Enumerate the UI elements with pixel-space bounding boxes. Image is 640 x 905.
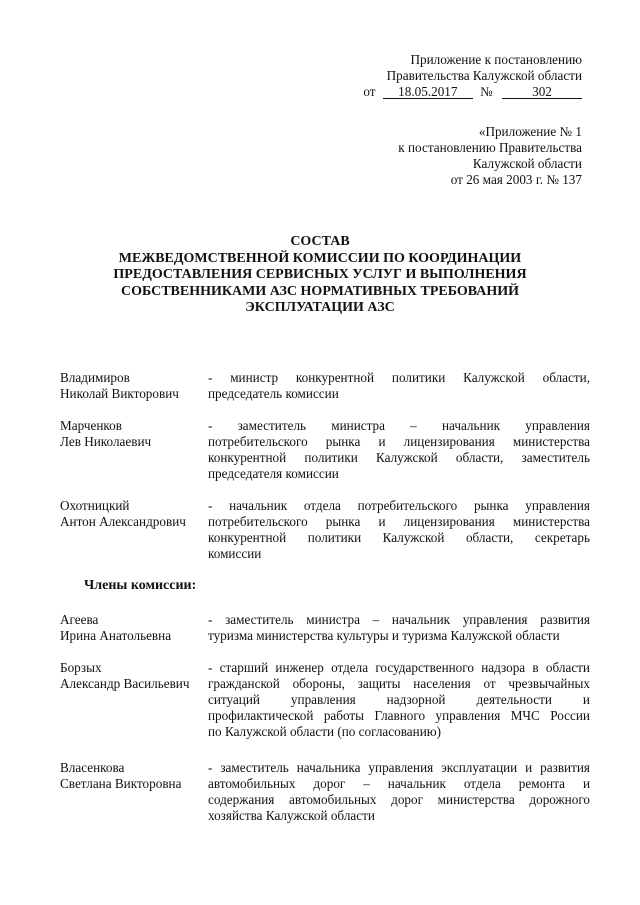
role-line: по Калужской области (по согласованию) <box>208 724 442 739</box>
role-line: председателя комиссии <box>208 466 339 481</box>
surname: Охотницкий <box>60 498 130 513</box>
role-line: - начальник отдела потребительского рынка управления <box>208 498 590 513</box>
person-name <box>60 498 200 530</box>
decree-date: 18.05.2017 <box>383 85 473 99</box>
appendix-line-2: Правительства Калужской области <box>386 68 582 83</box>
members-heading: Члены комиссии: <box>84 578 197 593</box>
role-line: - старший инженер отдела государственного надзора в области <box>208 660 590 675</box>
role-line: председатель комиссии <box>208 386 339 401</box>
given-names: Светлана Викторовна <box>60 776 182 791</box>
role-line: туризма министерства культуры и туризма Калужской области <box>208 628 560 643</box>
ref-line-3: Калужской области <box>472 156 582 171</box>
role-line: гражданской обороны, защиты населения от чрезвычайных <box>208 676 590 691</box>
role-line: - заместитель начальника управления эксплуатации и развития <box>208 760 590 775</box>
role-line: хозяйства Калужской области <box>208 808 375 823</box>
role-line: - министр конкурентной политики Калужской области, <box>208 370 590 385</box>
decree-number: 302 <box>502 85 582 99</box>
given-names: Антон Александрович <box>60 514 186 529</box>
role-line: потребительского рынка и лицензирования министерства <box>208 434 590 449</box>
role-line: автомобильных дорог – начальник отдела ремонта и <box>208 776 590 791</box>
person-name <box>60 370 200 402</box>
person-name <box>60 612 200 644</box>
person-role <box>208 660 590 740</box>
role-line: потребительского рынка и лицензирования министерства <box>208 514 590 529</box>
role-line: - заместитель министра – начальник управления развития <box>208 612 590 627</box>
given-names: Николай Викторович <box>60 386 179 401</box>
document-title <box>0 234 640 317</box>
ref-line-4: от 26 мая 2003 г. № 137 <box>450 172 582 187</box>
person-name <box>60 418 200 450</box>
role-line: содержания автомобильных дорог министерства дорожного <box>208 792 590 807</box>
person-role <box>208 418 590 482</box>
ref-line-2: к постановлению Правительства <box>398 140 582 155</box>
number-sign: № <box>480 84 493 99</box>
appendix-header <box>363 52 582 100</box>
person-name <box>60 660 200 692</box>
title-line-2: МЕЖВЕДОМСТВЕННОЙ КОМИССИИ ПО КООРДИНАЦИИ <box>118 250 522 266</box>
ref-line-1: «Приложение № 1 <box>478 124 582 139</box>
title-line-4: СОБСТВЕННИКАМИ АЗС НОРМАТИВНЫХ ТРЕБОВАНИЙ <box>120 283 520 299</box>
surname: Агеева <box>60 612 99 627</box>
appendix-line-1: Приложение к постановлению <box>410 52 582 67</box>
person-role <box>208 760 590 824</box>
title-line-3: ПРЕДОСТАВЛЕНИЯ СЕРВИСНЫХ УСЛУГ И ВЫПОЛНЕНИЯ <box>113 267 527 282</box>
person-role <box>208 498 590 562</box>
person-role <box>208 370 590 402</box>
title-line-5: ЭКСПЛУАТАЦИИ АЗС <box>245 300 395 315</box>
given-names: Ирина Анатольевна <box>60 628 172 643</box>
surname: Власенкова <box>60 760 125 775</box>
role-line: - заместитель министра – начальник управления <box>208 418 590 433</box>
role-line: профилактической работы Главного управления МЧС России <box>208 708 590 723</box>
person-name <box>60 760 200 792</box>
given-names: Лев Николаевич <box>60 434 152 449</box>
role-line: конкурентной политики Калужской области, заместитель <box>208 450 590 465</box>
surname: Марченков <box>60 418 122 433</box>
surname: Владимиров <box>60 370 130 385</box>
ot-label: от <box>363 84 376 99</box>
role-line: конкурентной политики Калужской области, секретарь <box>208 530 590 545</box>
title-line-1: СОСТАВ <box>290 234 350 249</box>
surname: Борзых <box>60 660 102 675</box>
given-names: Александр Васильевич <box>60 676 190 691</box>
person-role <box>208 612 590 644</box>
role-line: ситуаций управления надзорной деятельности и <box>208 692 590 707</box>
role-line: комиссии <box>208 546 262 561</box>
original-appendix-reference <box>398 124 582 188</box>
appendix-date-line <box>363 84 582 100</box>
